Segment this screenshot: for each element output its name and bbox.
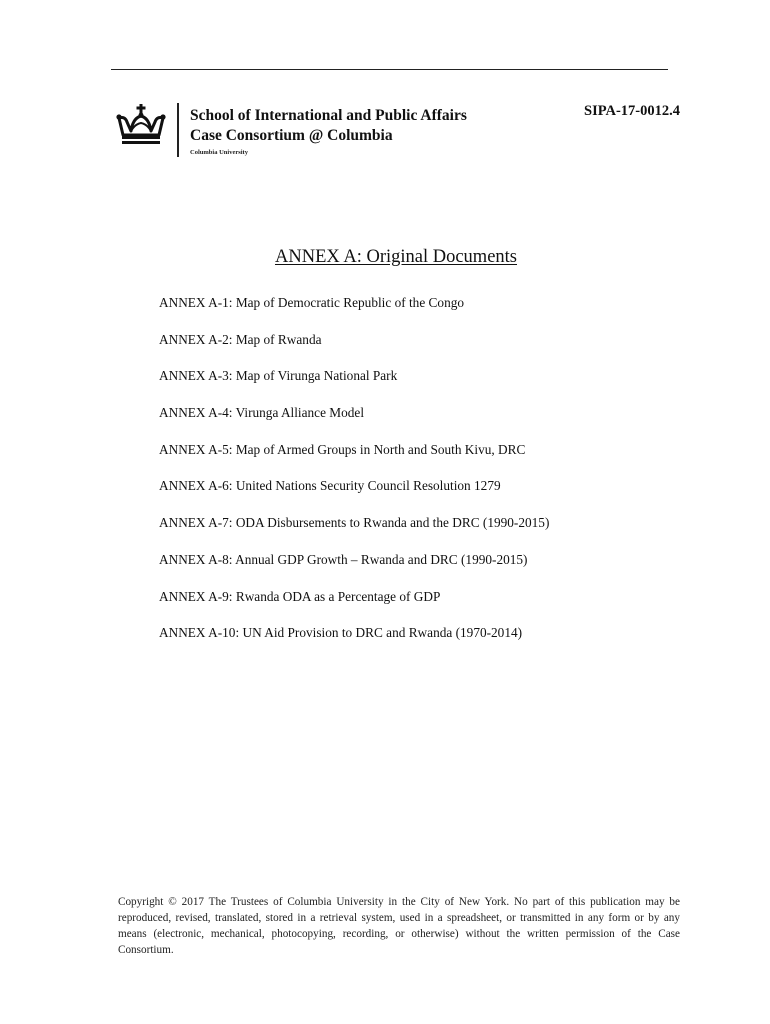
page-title: ANNEX A: Original Documents [274,247,517,267]
annex-item: ANNEX A-10: UN Aid Provision to DRC and Rwanda (1970-2014) [159,625,523,641]
org-name-line1: School of International and Public Affairs [190,107,467,124]
annex-item: ANNEX A-3: Map of Virunga National Park [159,368,398,384]
annex-item: ANNEX A-6: United Nations Security Council Resolution 1279 [159,478,501,494]
crown-icon [115,104,167,146]
annex-item: ANNEX A-2: Map of Rwanda [159,331,322,347]
annex-item: ANNEX A-4: Virunga Alliance Model [159,405,365,421]
header-divider [177,103,179,157]
annex-item: ANNEX A-5: Map of Armed Groups in North and South Kivu, DRC [159,441,526,457]
annex-item: ANNEX A-9: Rwanda ODA as a Percentage of GDP [159,588,441,604]
copyright-notice: Copyright © 2017 The Trustees of Columbia University in the City of New York. No part of this publication may be reproduced, revised, translated, stored in a retrieval system, used in a spreadsheet, or transmitted in any form or by any means (electronic, mechanical, photocopying, recording, or otherwise) without the written permission of the Case Consortium. [118,896,680,956]
org-university: Columbia University [190,149,248,156]
top-rule [111,69,668,70]
annex-item: ANNEX A-7: ODA Disbursements to Rwanda and the DRC (1990-2015) [159,515,550,531]
org-name-line2: Case Consortium @ Columbia [190,127,393,144]
annex-item: ANNEX A-1: Map of Democratic Republic of the Congo [159,295,465,310]
annex-list [159,295,549,662]
document-id: SIPA-17-0012.4 [584,103,680,119]
org-name-block [190,106,467,156]
annex-item: ANNEX A-8: Annual GDP Growth – Rwanda and DRC (1990-2015) [159,551,528,567]
